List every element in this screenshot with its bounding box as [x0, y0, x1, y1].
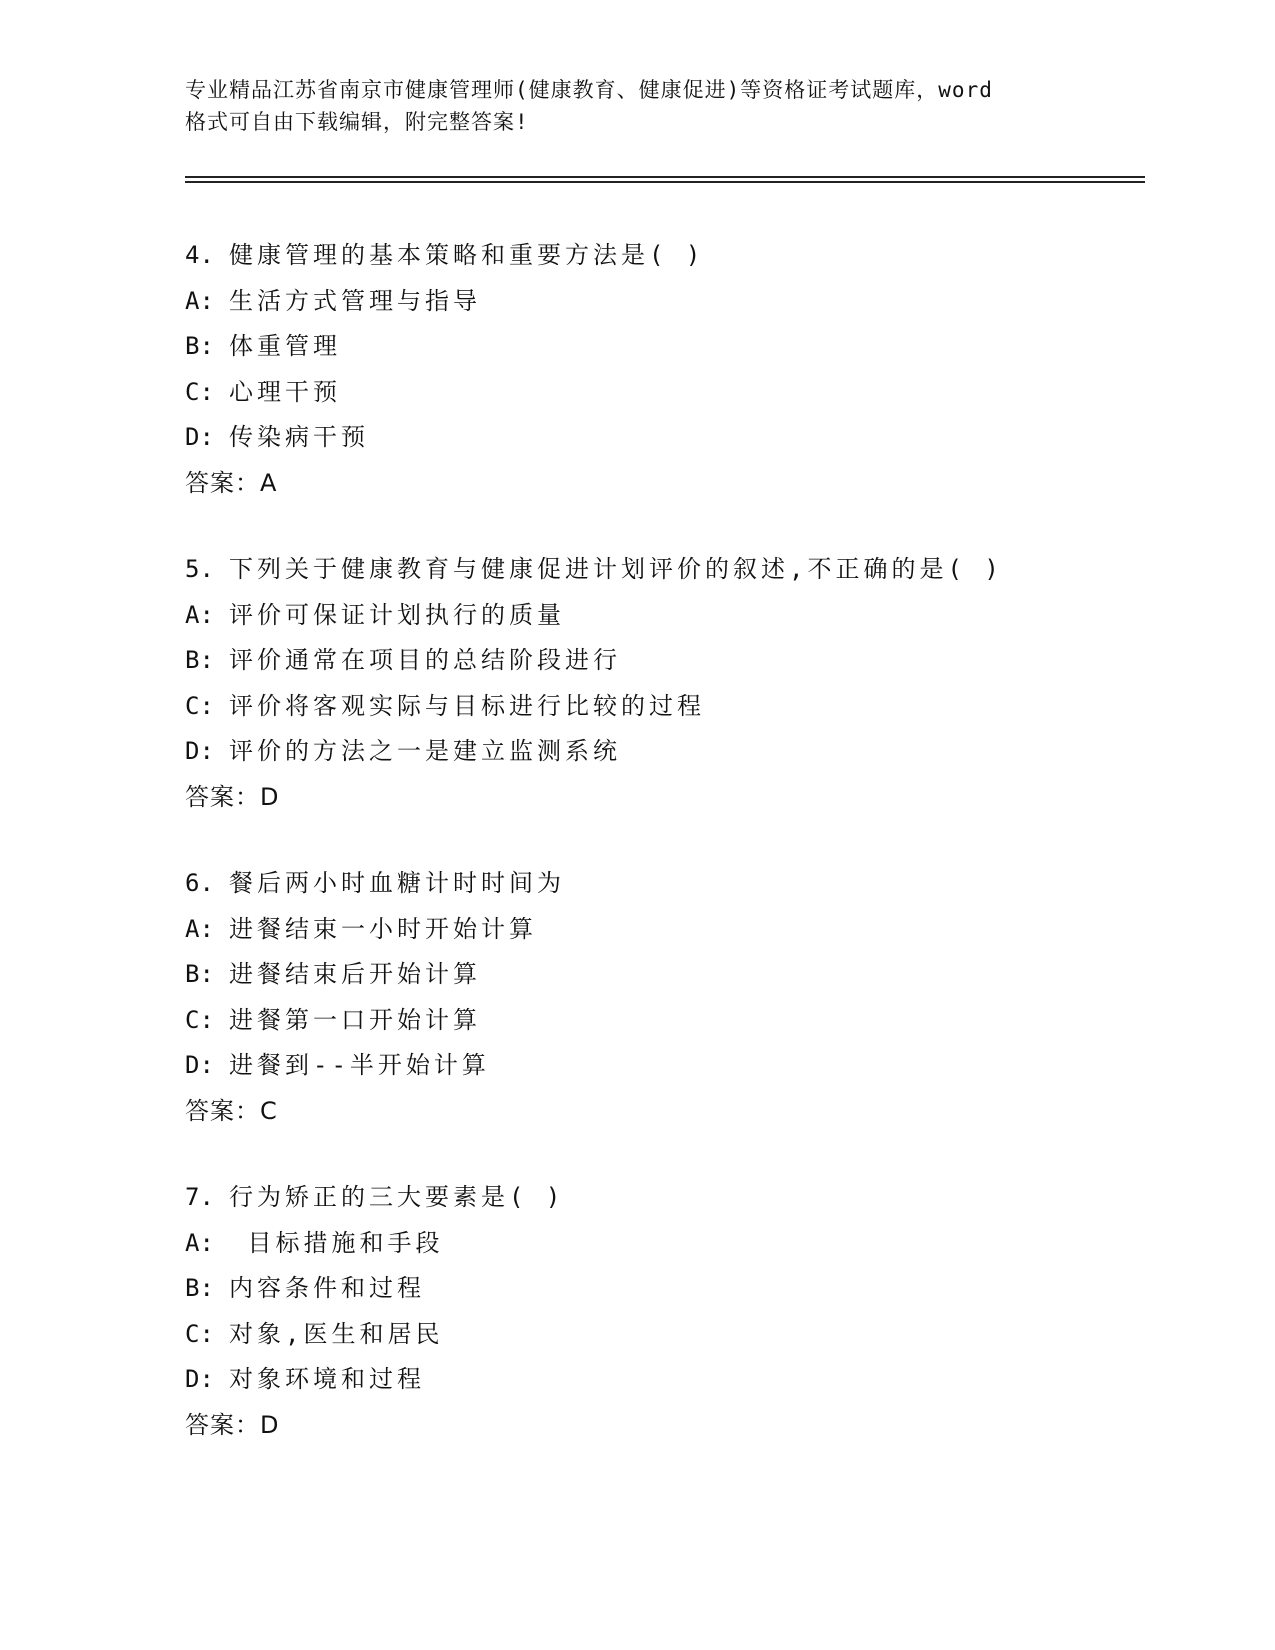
option-d	[185, 1357, 1145, 1403]
option-text: 体重管理	[229, 332, 341, 360]
option-letter: A:	[185, 1228, 214, 1257]
question-number: 7.	[185, 1183, 214, 1211]
question-text: 健康管理的基本策略和重要方法是( )	[229, 241, 705, 269]
option-text: 内容条件和过程	[229, 1274, 425, 1302]
option-letter: C:	[185, 377, 214, 406]
option-letter: B:	[185, 1274, 214, 1302]
option-letter: A:	[185, 914, 214, 943]
question-list	[185, 233, 1145, 1489]
option-letter: D:	[185, 423, 214, 451]
option-b	[185, 324, 1145, 370]
option-c	[185, 684, 1145, 730]
answer-label: 答案：D	[185, 782, 280, 811]
header-line-2: 格式可自由下载编辑，附完整答案!	[185, 110, 529, 134]
option-text: 对象环境和过程	[229, 1365, 425, 1393]
header-divider-top	[185, 176, 1145, 178]
option-b	[185, 952, 1145, 998]
option-text: 评价可保证计划执行的质量	[229, 600, 565, 629]
question-text: 行为矫正的三大要素是( )	[229, 1183, 565, 1211]
option-text: 心理干预	[229, 377, 341, 406]
option-letter: D:	[185, 1051, 214, 1079]
question-number: 5.	[185, 555, 214, 583]
option-text: 进餐结束后开始计算	[229, 960, 481, 988]
option-a	[185, 1221, 1145, 1267]
option-a	[185, 593, 1145, 639]
option-d	[185, 1043, 1145, 1089]
question-number: 4.	[185, 241, 214, 269]
question-text: 下列关于健康教育与健康促进计划评价的叙述,不正确的是( )	[229, 555, 1003, 583]
option-c	[185, 370, 1145, 416]
option-text: 评价的方法之一是建立监测系统	[229, 737, 621, 765]
option-letter: D:	[185, 737, 214, 765]
option-letter: A:	[185, 286, 214, 315]
option-text: 进餐第一口开始计算	[229, 1005, 481, 1034]
option-d	[185, 415, 1145, 461]
option-b	[185, 1266, 1145, 1312]
header-line-1: 专业精品江苏省南京市健康管理师(健康教育、健康促进)等资格证考试题库，word	[185, 78, 993, 102]
option-letter: D:	[185, 1365, 214, 1393]
option-text: 传染病干预	[229, 423, 369, 451]
question-4	[185, 233, 1145, 506]
option-text: 进餐到--半开始计算	[229, 1051, 490, 1079]
question-stem	[185, 547, 1145, 593]
option-letter: A:	[185, 600, 214, 629]
option-letter: C:	[185, 691, 214, 720]
question-5	[185, 547, 1145, 820]
option-text: 评价通常在项目的总结阶段进行	[229, 646, 621, 674]
document-header	[185, 74, 1085, 138]
answer-label: 答案：A	[185, 468, 278, 497]
option-letter: B:	[185, 960, 214, 988]
option-text: 生活方式管理与指导	[229, 286, 481, 315]
option-letter: C:	[185, 1319, 214, 1348]
question-stem	[185, 1175, 1145, 1221]
option-text: 对象,医生和居民	[229, 1319, 444, 1348]
option-b	[185, 638, 1145, 684]
answer-label: 答案：C	[185, 1096, 278, 1125]
option-a	[185, 279, 1145, 325]
option-letter: B:	[185, 332, 214, 360]
question-stem	[185, 233, 1145, 279]
option-letter: C:	[185, 1005, 214, 1034]
question-number: 6.	[185, 869, 214, 897]
option-d	[185, 729, 1145, 775]
option-a	[185, 907, 1145, 953]
answer-label: 答案：D	[185, 1410, 280, 1439]
option-text: 目标措施和手段	[229, 1228, 444, 1257]
question-6	[185, 861, 1145, 1134]
header-divider-bottom	[185, 181, 1145, 183]
question-text: 餐后两小时血糖计时时间为	[229, 869, 565, 897]
option-letter: B:	[185, 646, 214, 674]
question-stem	[185, 861, 1145, 907]
option-c	[185, 998, 1145, 1044]
option-c	[185, 1312, 1145, 1358]
option-text: 评价将客观实际与目标进行比较的过程	[229, 691, 705, 720]
option-text: 进餐结束一小时开始计算	[229, 914, 537, 943]
question-7	[185, 1175, 1145, 1448]
